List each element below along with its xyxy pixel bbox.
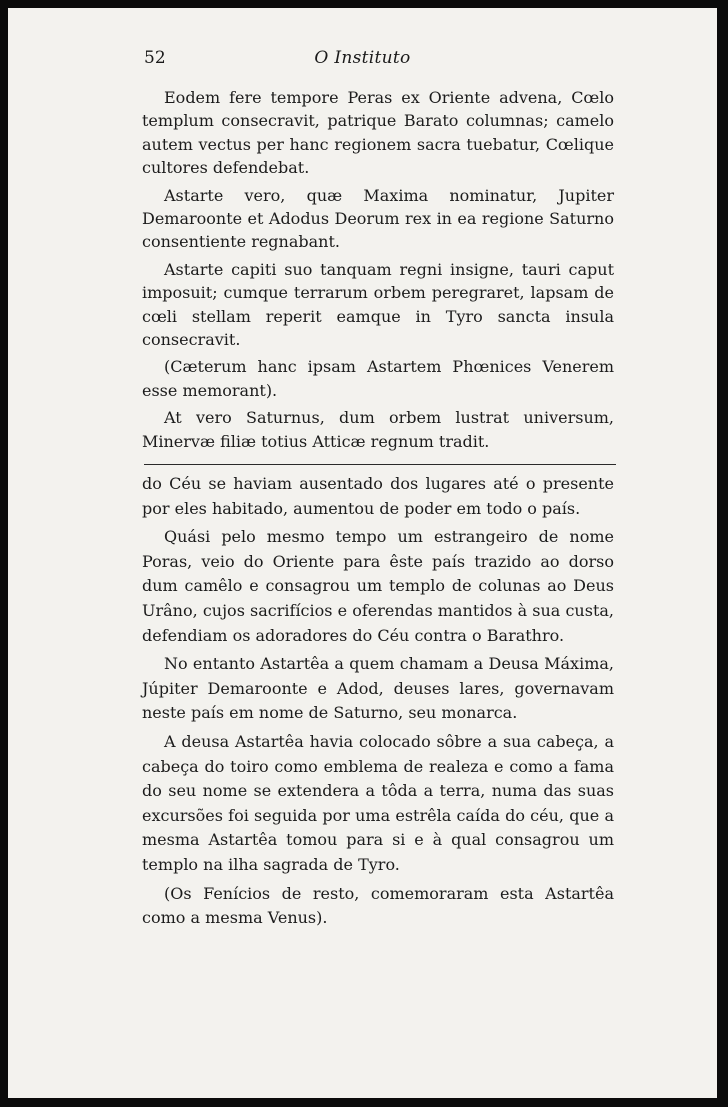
portuguese-paragraph: No entanto Astartêa a quem chamam a Deusa Máxima, Júpiter Demaroonte e Adod, deuses lares, governavam neste país em nome de Saturno, seu monarca. xyxy=(142,654,614,723)
book-page xyxy=(8,8,717,1098)
running-title: O Instituto xyxy=(314,48,411,68)
portuguese-paragraph: A deusa Astartêa havia colocado sôbre a sua cabeça, a cabeça do toiro como emblema de realeza e como a fama do seu nome se extendera a tôda a terra, numa das suas excursões foi seguida por uma estrêla caída do céu, que a mesma Astartêa tomou para si e à qual consagrou um templo na ilha sagrada de Tyro. xyxy=(142,731,614,874)
latin-paragraph: Astarte vero, quæ Maxima nominatur, Jupiter Demaroonte et Adodus Deorum rex in ea regione Saturno consentiente regnabant. xyxy=(142,185,614,252)
portuguese-paragraph: do Céu se haviam ausentado dos lugares até o presente por eles habitado, aumentou de poder em todo o país. xyxy=(142,474,614,518)
section-divider xyxy=(144,464,616,465)
latin-paragraph: (Cæterum hanc ipsam Astartem Phœnices Venerem esse memorant). xyxy=(142,357,614,400)
portuguese-paragraph: Quási pelo mesmo tempo um estrangeiro de nome Poras, veio do Oriente para êste país trazido ao dorso dum camêlo e consagrou um templo de colunas ao Deus Urâno, cujos sacrifícios e oferendas mantidos à sua custa, defendiam os adoradores do Céu contra o Barathro. xyxy=(142,527,614,645)
page-header xyxy=(8,48,717,74)
latin-paragraph: Astarte capiti suo tanquam regni insigne, tauri caput imposuit; cumque terrarum orbem peregraret, lapsam de cœli stellam reperit eamque in Tyro sancta insula consecravit. xyxy=(142,259,614,350)
latin-text-block xyxy=(142,86,614,457)
portuguese-text-block xyxy=(142,472,614,935)
latin-paragraph: At vero Saturnus, dum orbem lustrat universum, Minervæ filiæ totius Atticæ regnum tradit. xyxy=(142,408,614,451)
portuguese-paragraph: (Os Fenícios de resto, comemoraram esta Astartêa como a mesma Venus). xyxy=(142,883,614,928)
latin-paragraph: Eodem fere tempore Peras ex Oriente advena, Cœlo templum consecravit, patrique Barato columnas; camelo autem vectus per hanc regionem sacra tuebatur, Cœlique cultores defendebat. xyxy=(142,88,614,178)
page-number: 52 xyxy=(144,48,166,68)
